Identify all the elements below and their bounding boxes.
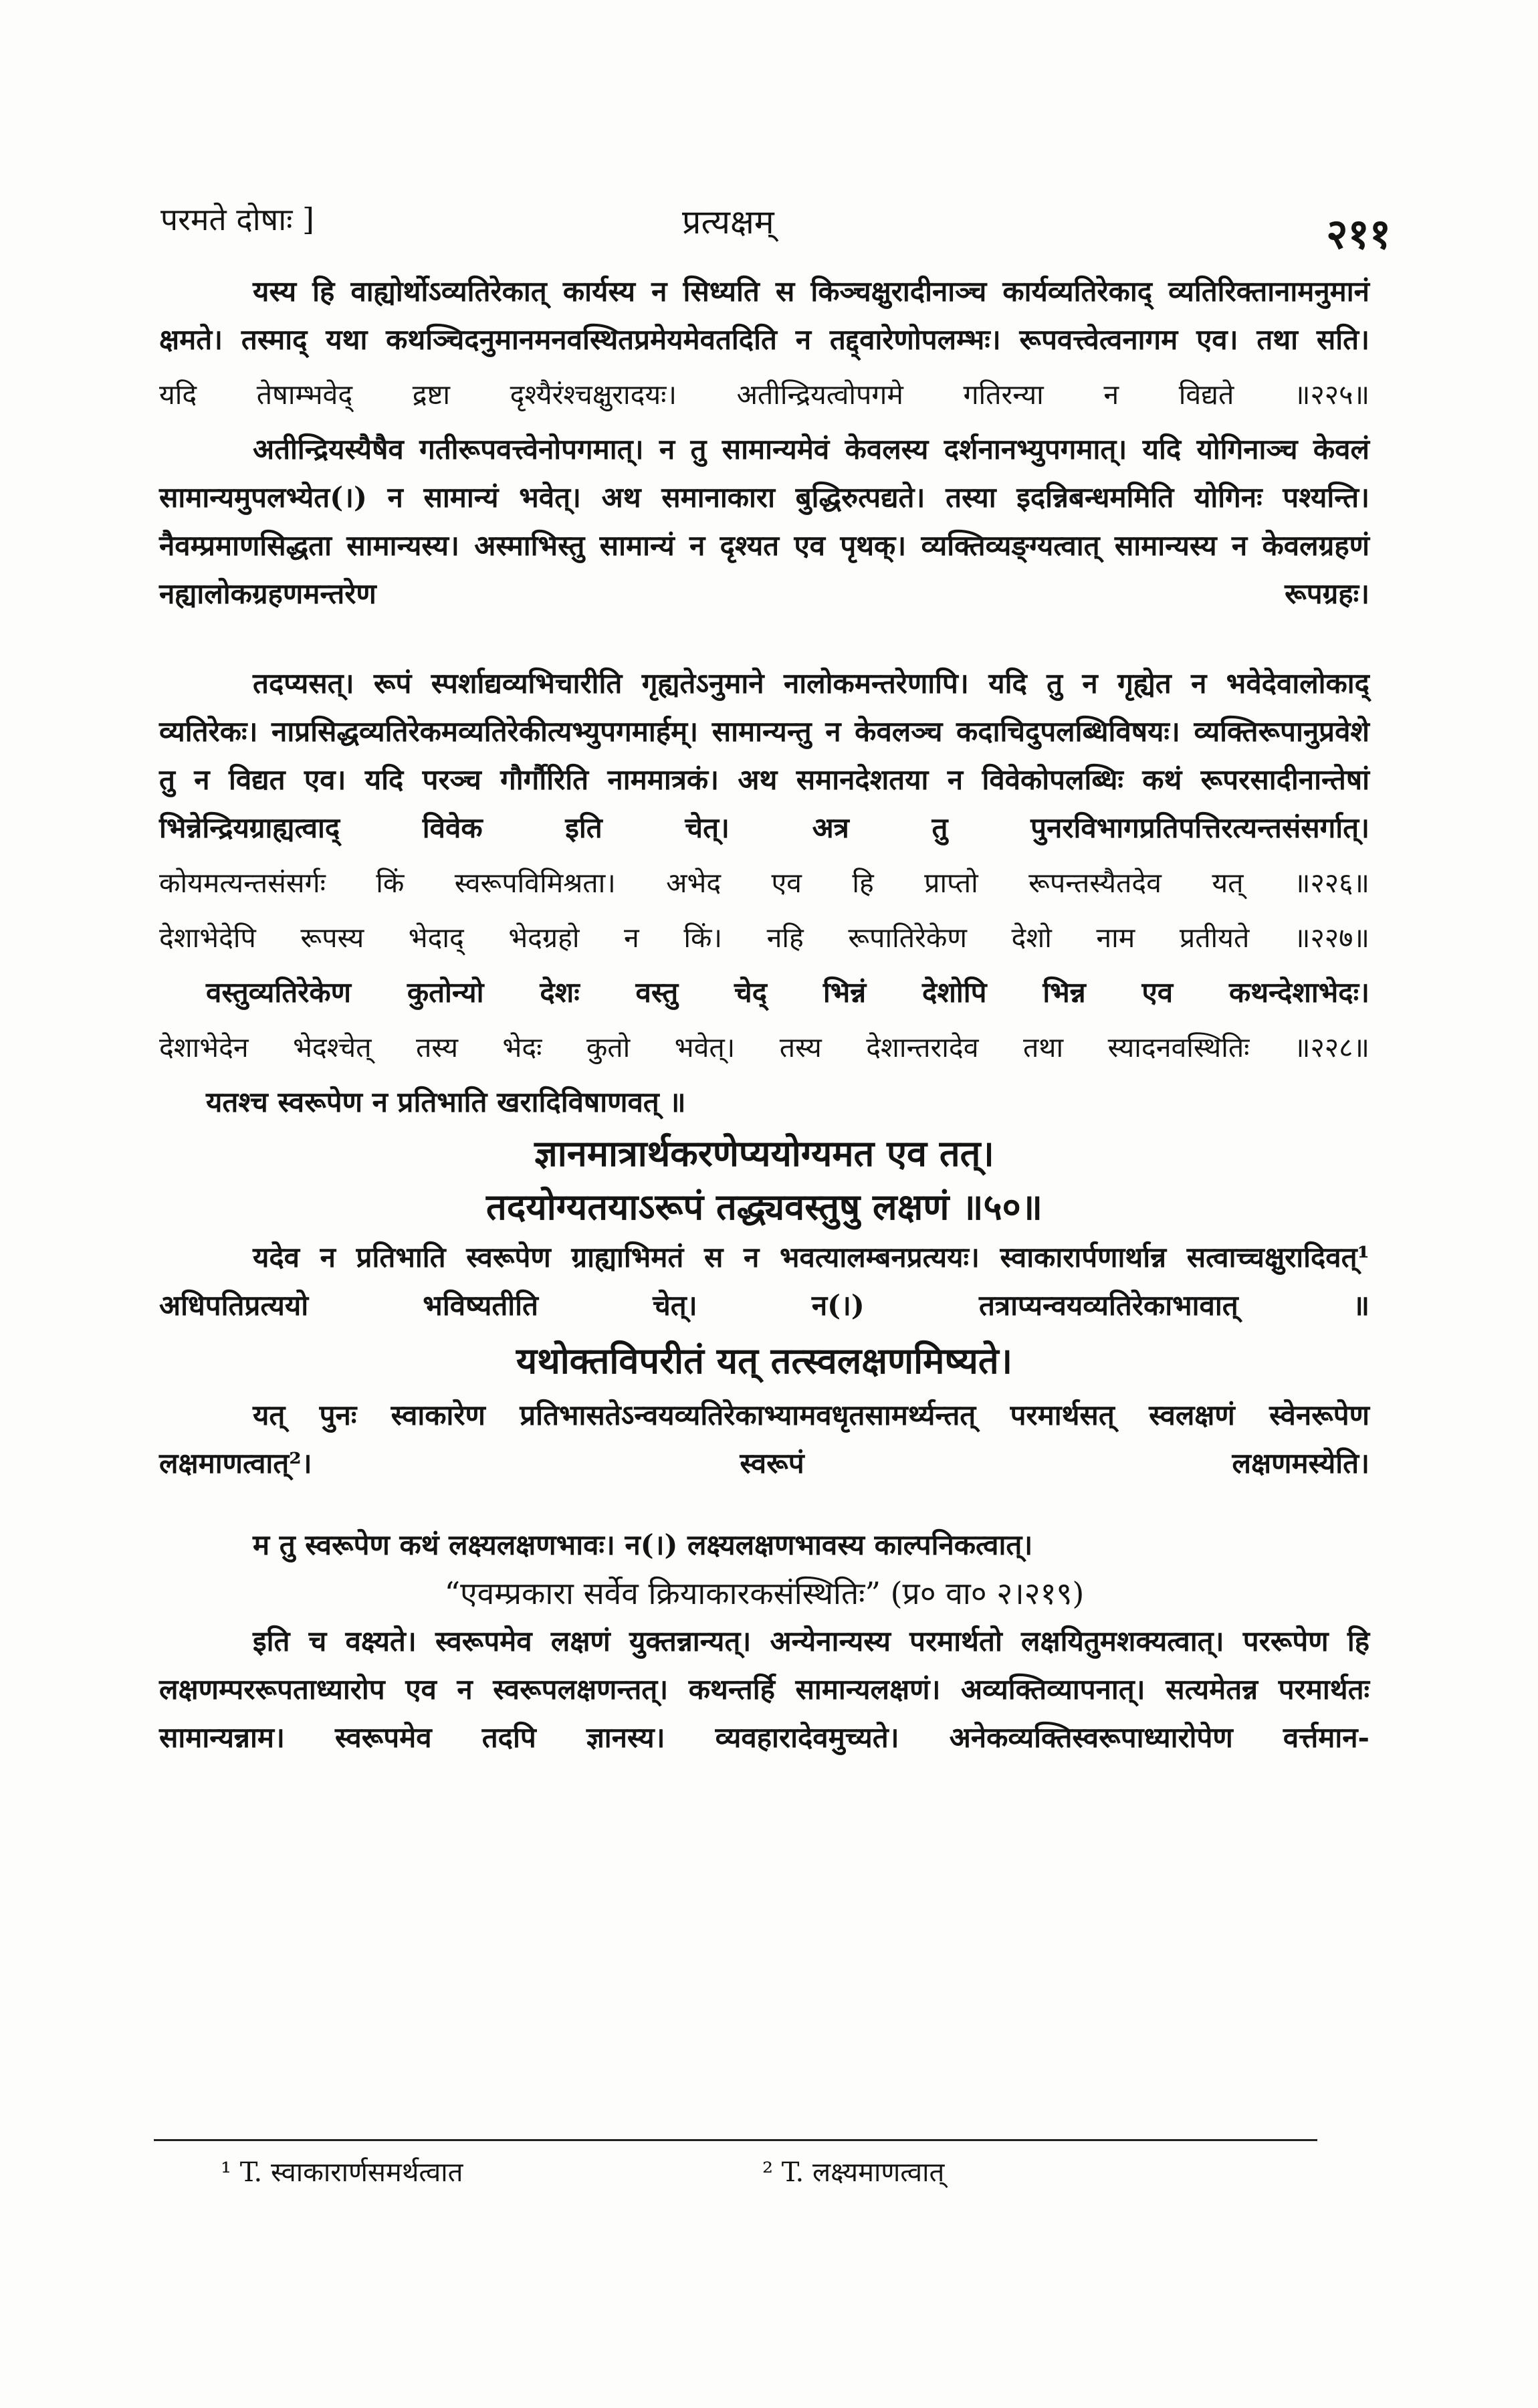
karika-line: ज्ञानमात्रार्थकरणेप्ययोग्यमत एव तत्। (534, 1132, 994, 1175)
paragraph: यस्य हि वाह्योर्थोऽव्यतिरेकात् कार्यस्य न सिध्यति स किञ्चक्षुरादीनाञ्च कार्यव्यतिरेकाद् व्यतिरिक्तानामनुमानं क्षमते। तस्माद् यथा कथञ्चिदनुमानमनवस्थितप्रमेयमेवतदिति न तद्द्वारेणोपलम्भः। रूपवत्त्वेत्वनागम एव। तथा सति। (159, 275, 1369, 356)
section-title: परमते दोषाः ] (160, 201, 314, 237)
page-body (159, 268, 1369, 1762)
verse-line: देशाभेदेपि रूपस्य भेदाद् भेदग्रहो न किं। नहि रूपातिरेकेण देशो नाम प्रतीयते ॥२२७॥ (159, 922, 1369, 954)
paragraph: यतश्च स्वरूपेण न प्रतिभाति खरादिविषाणवत् ॥ (206, 1086, 686, 1118)
verse-line: देशाभेदेन भेदश्चेत् तस्य भेदः कुतो भवेत्। तस्य देशान्तरादेव तथा स्यादनवस्थितिः ॥२२८॥ (159, 1031, 1369, 1064)
quotation: “एवम्प्रकारा सर्वेव क्रियाकारकसंस्थितिः” (प्र० वा० २।२१९) (444, 1575, 1085, 1611)
footnote-2: ² T. लक्ष्यमाणत्वात् (762, 2157, 945, 2188)
section-heading: यथोक्तविपरीतं यत् तत्स्वलक्षणमिष्यते। (516, 1339, 1013, 1382)
karika-line: तदयोग्यतयाऽरूपं तद्ध्यवस्तुषु लक्षणं ॥५०॥ (485, 1185, 1043, 1228)
paragraph: यदेव न प्रतिभाति स्वरूपेण ग्राह्याभिमतं स न भवत्यालम्बनप्रत्ययः। स्वाकारार्पणार्थान्न सत्वाच्चक्षुरादिवत्¹ अधिपतिप्रत्ययो भविष्यतीति चेत्। न(।) तत्राप्यन्वयव्यतिरेकाभावात् ॥ (159, 1241, 1369, 1322)
spacer (159, 629, 1369, 649)
footnote-divider (154, 2139, 1317, 2141)
running-header (154, 198, 1391, 258)
verse-line: यदि तेषाम्भवेद् द्रष्टा दृश्यैरंश्चक्षुरादयः। अतीन्द्रियत्वोपगमे गतिरन्या न विद्यते ॥२२५॥ (159, 379, 1369, 411)
page-number: २११ (1326, 209, 1391, 258)
verse-line: कोयमत्यन्तसंसर्गः किं स्वरूपविमिश्रता। अभेद एव हि प्राप्तो रूपन्तस्यैतदेव यत् ॥२२६॥ (159, 867, 1369, 899)
chapter-title: प्रत्यक्षम् (682, 203, 774, 241)
paragraph: म तु स्वरूपेण कथं लक्ष्यलक्षणभावः। न(।) लक्ष्यलक्षणभावस्य काल्पनिकत्वात्। (253, 1528, 1033, 1561)
paragraph: यत् पुनः स्वाकारेण प्रतिभासतेऽन्वयव्यतिरेकाभ्यामवधृतसामर्थ्यन्तत् परमार्थसत् स्वलक्षणं स्वेनरूपेण लक्षमाणत्वात्²। स्वरूपं लक्षणमस्येति। (159, 1399, 1369, 1480)
spacer (159, 1498, 1369, 1510)
paragraph: अतीन्द्रियस्यैषैव गतीरूपवत्त्वेनोपगमात्। न तु सामान्यमेवं केवलस्य दर्शनानभ्युपगमात्। यदि योगिनाञ्च केवलं सामान्यमुपलभ्येत(।) न सामान्यं भवेत्। अथ समानाकारा बुद्धिरुत्पद्यते। तस्या इदन्निबन्धममिति योगिनः पश्यन्ति। नैवम्प्रमाणसिद्धता सामान्यस्य। अस्माभिस्तु सामान्यं न दृश्यत एव पृथक्। व्यक्तिव्यङ्ग्यत्वात् सामान्यस्य न केवलग्रहणं नह्यालोकग्रहणमन्तरेण रूपग्रहः। (159, 433, 1369, 610)
paragraph: तदप्यसत्। रूपं स्पर्शाद्यव्यभिचारीति गृह्यतेऽनुमाने नालोकमन्तरेणापि। यदि तु न गृह्येत न भवेदेवालोकाद् व्यतिरेकः। नाप्रसिद्धव्यतिरेकमव्यतिरेकीत्यभ्युपगमार्हम्। सामान्यन्तु न केवलञ्च कदाचिदुपलब्धिविषयः। व्यक्तिरूपानुप्रवेशे तु न विद्यत एव। यदि परञ्च गौर्गौरिति नाममात्रकं। अथ समानदेशतया न विवेकोपलब्धिः कथं रूपरसादीनान्तेषां भिन्नेन्द्रियग्राह्यत्वाद् विवेक इति चेत्। अत्र तु पुनरविभागप्रतिपत्तिरत्यन्तसंसर्गात्। (159, 667, 1369, 844)
paragraph: वस्तुव्यतिरेकेण कुतोन्यो देशः वस्तु चेद् भिन्नं देशोपि भिन्न एव कथन्देशाभेदः। (206, 976, 1369, 1009)
paragraph: इति च वक्ष्यते। स्वरूपमेव लक्षणं युक्तन्नान्यत्। अन्येनान्यस्य परमार्थतो लक्षयितुमशक्यत्वात्। पररूपेण हि लक्षणम्पररूपताध्यारोप एव न स्वरूपलक्षणन्तत्। कथन्तर्हि सामान्यलक्षणं। अव्यक्तिव्यापनात्। सत्यमेतन्न परमार्थतः सामान्यन्नाम। स्वरूपमेव तदपि ज्ञानस्य। व्यवहारादेवमुच्यते। अनेकव्यक्तिस्वरूपाध्यारोपेण वर्त्तमान- (159, 1625, 1369, 1754)
footnote-1: ¹ T. स्वाकारार्णसमर्थत्वात (221, 2157, 463, 2188)
